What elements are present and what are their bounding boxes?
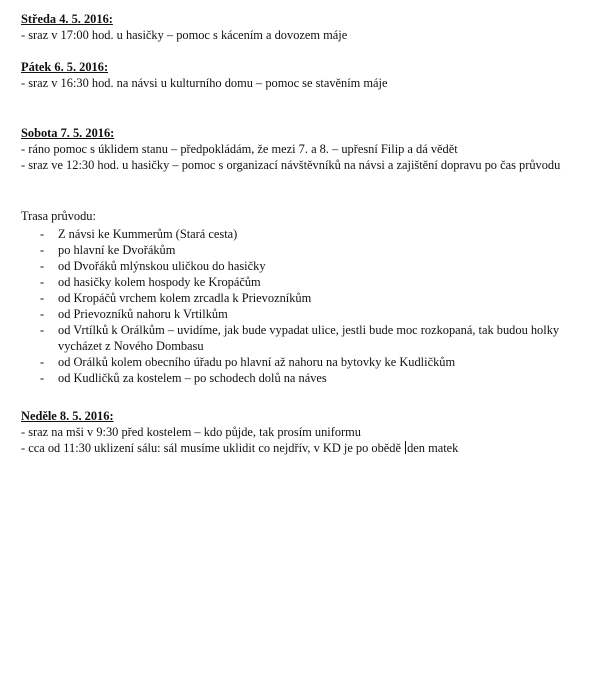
day-title-wednesday: Středa 4. 5. 2016: — [21, 12, 113, 26]
list-item: - Z návsi ke Kummerům (Stará cesta) — [40, 227, 238, 241]
text-cursor — [405, 441, 406, 454]
list-item: - od Dvořáků mlýnskou uličkou do hasičky — [40, 259, 266, 273]
list-item: - od Vrtílků k Orálkům – uvidíme, jak bude vypadat ulice, jestli bude moc rozkopaná, tak budou holky vycházet z Nového Dombasu — [21, 322, 596, 354]
list-item: - od Orálků kolem obecního úřadu po hlavní až nahoru na bytovky ke Kudličkům — [40, 355, 456, 369]
list-item: - po hlavní ke Dvořákům — [40, 243, 176, 257]
list-item: - od Kropáčů vrchem kolem zrcadla k Prievozníkům — [40, 291, 312, 305]
day-line: - sraz v 17:00 hod. u hasičky – pomoc s kácením a dovozem máje — [21, 28, 348, 42]
day-title-sunday: Neděle 8. 5. 2016: — [21, 409, 114, 423]
day-line: - sraz v 16:30 hod. na návsi u kulturního domu – pomoc se stavěním máje — [21, 76, 388, 90]
day-title-friday: Pátek 6. 5. 2016: — [21, 60, 109, 74]
route-heading: Trasa průvodu: — [21, 209, 96, 223]
list-item: - od Kudličků za kostelem – po schodech dolů na náves — [40, 371, 327, 385]
route-list — [21, 226, 596, 386]
day-line: - cca od 11:30 uklizení sálu: sál musíme uklidit co nejdřív, v KD je po obědě den matek — [21, 441, 459, 455]
list-item-continuation: vycházet z Nového Dombasu — [58, 339, 204, 353]
day-line: - ráno pomoc s úklidem stanu – předpokládám, že mezi 7. a 8. – upřesní Filip a dá vědět — [21, 142, 458, 156]
day-sunday — [21, 408, 596, 456]
day-title-saturday: Sobota 7. 5. 2016: — [21, 126, 115, 140]
route-section — [21, 208, 596, 386]
day-line: - sraz ve 12:30 hod. u hasičky – pomoc s organizací návštěvníků na návsi a zajištění dopravu po čas průvodu — [21, 158, 561, 172]
day-friday — [21, 59, 596, 91]
list-item: - od Prievozníků nahoru k Vrtilkům — [40, 307, 228, 321]
list-item: - od hasičky kolem hospody ke Kropáčům — [40, 275, 261, 289]
day-saturday — [21, 125, 596, 173]
day-line: - sraz na mši v 9:30 před kostelem – kdo půjde, tak prosím uniformu — [21, 425, 361, 439]
day-wednesday — [21, 11, 596, 43]
